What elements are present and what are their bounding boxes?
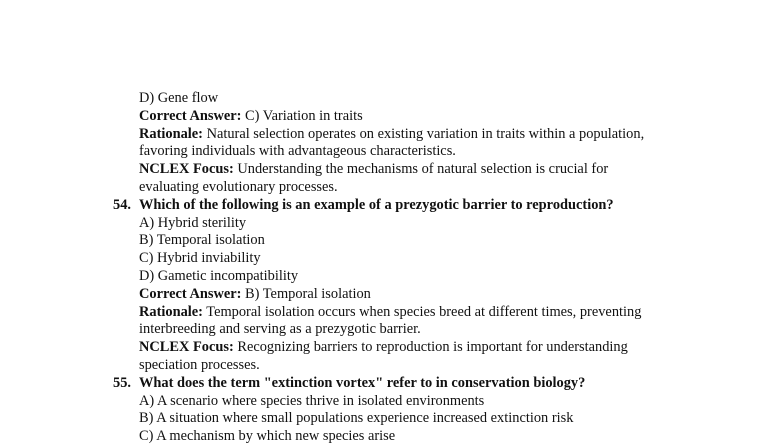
option-b: B) Temporal isolation [139, 232, 265, 249]
option-b: B) A situation where small populations experience increased extinction risk [139, 410, 574, 427]
option-a: A) A scenario where species thrive in isolated environments [139, 392, 485, 409]
nclex-focus-continuation: speciation processes. [139, 356, 260, 373]
nclex-focus-text: Understanding the mechanisms of natural selection is crucial for [237, 161, 609, 178]
rationale-text: Natural selection operates on existing variation in traits within a population, [206, 125, 645, 142]
nclex-focus-line [0, 339, 784, 357]
rationale-continuation: interbreeding and serving as a prezygotic barrier. [139, 321, 421, 338]
nclex-focus-line [0, 161, 784, 179]
question-54 [0, 197, 784, 215]
correct-answer-line [0, 108, 784, 126]
option-c: C) A mechanism by which new species arise [139, 428, 396, 445]
rationale-label: Rationale: [139, 303, 203, 320]
question-number: 54. [113, 196, 131, 213]
question-text: What does the term "extinction vortex" refer to in conservation biology? [139, 374, 586, 391]
correct-answer-label: Correct Answer: [139, 285, 242, 302]
nclex-focus-continuation: evaluating evolutionary processes. [139, 178, 338, 195]
nclex-focus-label: NCLEX Focus: [139, 339, 234, 356]
nclex-focus-text: Recognizing barriers to reproduction is important for understanding [237, 339, 628, 356]
question-text: Which of the following is an example of a prezygotic barrier to reproduction? [139, 196, 614, 213]
correct-answer-label: Correct Answer: [139, 107, 242, 124]
question-number: 55. [113, 374, 131, 391]
option-c: C) Hybrid inviability [139, 250, 261, 267]
document-text [0, 90, 784, 446]
rationale-continuation: favoring individuals with advantageous characteristics. [139, 143, 456, 160]
question-55 [0, 375, 784, 393]
correct-answer-value: B) Temporal isolation [245, 285, 371, 302]
rationale-label: Rationale: [139, 125, 203, 142]
option-a: A) Hybrid sterility [139, 214, 247, 231]
option-d: D) Gene flow [139, 90, 219, 106]
rationale-line [0, 304, 784, 322]
option-d: D) Gametic incompatibility [139, 267, 299, 284]
rationale-line [0, 126, 784, 144]
nclex-focus-label: NCLEX Focus: [139, 161, 234, 178]
rationale-text: Temporal isolation occurs when species breed at different times, preventing [206, 303, 642, 320]
correct-answer-value: C) Variation in traits [245, 107, 363, 124]
correct-answer-line [0, 286, 784, 304]
